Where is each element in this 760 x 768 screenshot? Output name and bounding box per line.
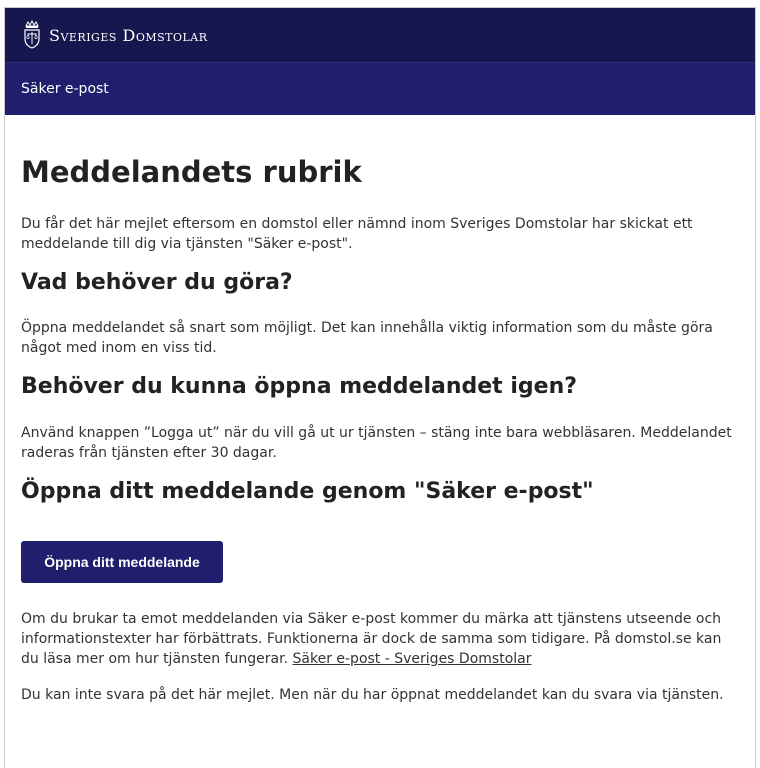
info-text xyxy=(21,609,737,669)
crown-scales-emblem-icon xyxy=(21,20,43,50)
section-heading-what-to-do: Vad behöver du göra? xyxy=(21,269,293,295)
intro-text: Du får det här mejlet eftersom en domstol eller nämnd inom Sveriges Domstolar har skickat ett meddelande till dig via tjänsten "Säker e-post". xyxy=(21,215,693,252)
service-info-link[interactable]: Säker e-post - Sveriges Domstolar xyxy=(292,650,532,667)
service-name: Säker e-post xyxy=(21,81,109,97)
open-message-button[interactable]: Öppna ditt meddelande xyxy=(21,541,223,583)
section-text-open-again: Använd knappen ”Logga ut” när du vill gå ut ur tjänsten – stäng inte bara webbläsaren. Meddelandet raderas från tjänsten efter 30 dagar. xyxy=(21,424,732,461)
brand-name: Sveriges Domstolar xyxy=(49,25,208,45)
logo xyxy=(21,20,208,50)
info-text-body: Om du brukar ta emot meddelanden via Säker e-post kommer du märka att tjänstens utseende och informationstexter har förbättrats. Funktionerna är dock de samma som tidigare. På domstol.se kan du läsa mer om hur tjänsten fungerar. xyxy=(21,610,722,667)
service-bar xyxy=(5,62,755,115)
section-heading-open-again: Behöver du kunna öppna meddelandet igen? xyxy=(21,374,577,400)
section-text-what-to-do: Öppna meddelandet så snart som möjligt. Det kan innehålla viktig information som du måste göra något med inom en viss tid. xyxy=(21,320,713,357)
page-title: Meddelandets rubrik xyxy=(21,155,362,189)
footer-note: Du kan inte svara på det här mejlet. Men när du har öppnat meddelandet kan du svara via tjänsten. xyxy=(21,686,724,703)
top-header xyxy=(5,8,755,62)
section-heading-open-message: Öppna ditt meddelande genom "Säker e-post" xyxy=(21,478,594,504)
email-frame xyxy=(4,7,756,768)
message-body xyxy=(5,115,755,705)
